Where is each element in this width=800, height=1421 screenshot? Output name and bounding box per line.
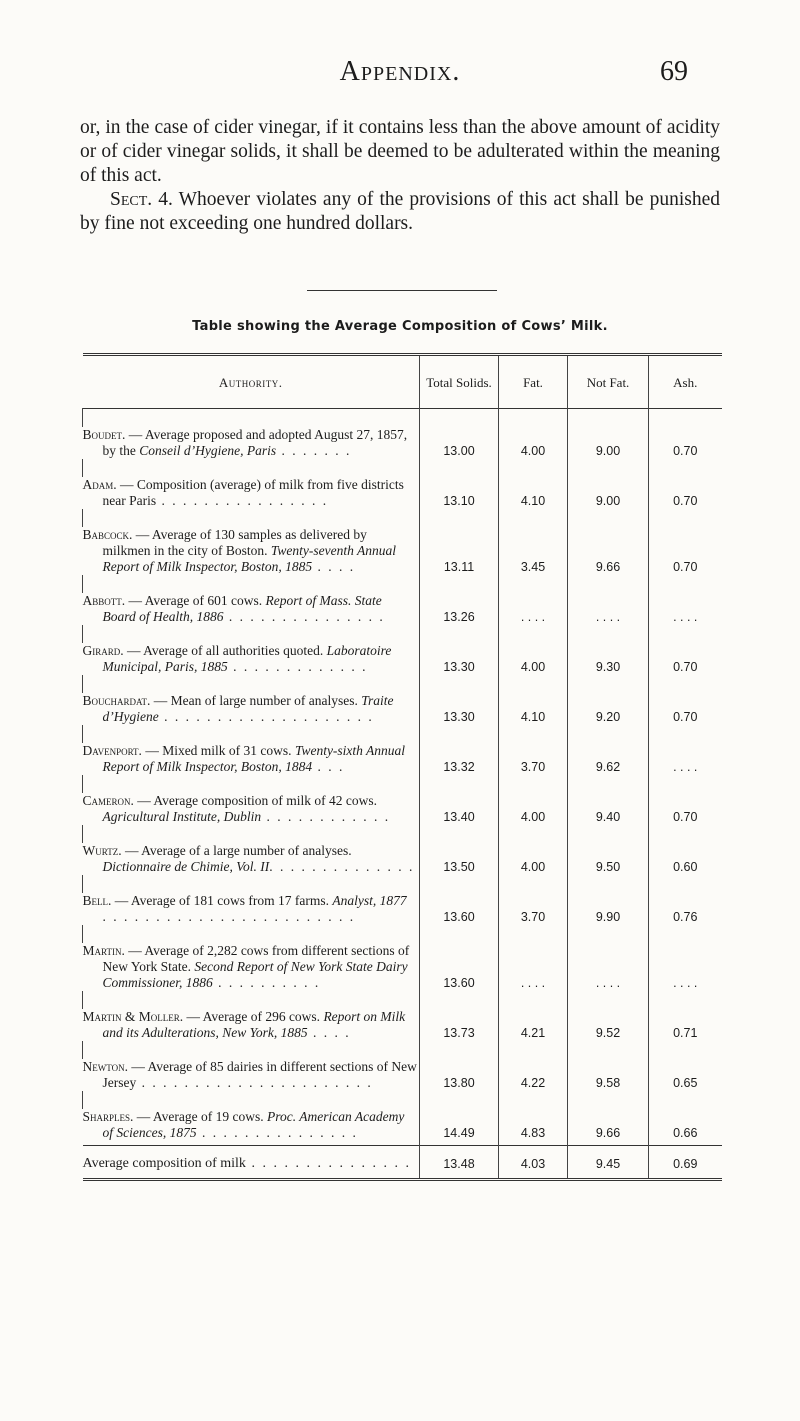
authority-name: Girard. — [82, 643, 124, 658]
spacer-cell — [83, 1091, 420, 1109]
not-fat-cell: . . . . — [568, 943, 649, 991]
dot-leader: . . . . . . . . . . . . . . . . — [156, 493, 329, 508]
fat-cell: 4.10 — [499, 693, 568, 725]
authority-cell — [83, 593, 420, 625]
spacer-cell — [420, 991, 499, 1009]
authority-text — [83, 1109, 418, 1141]
spacer-cell — [499, 509, 568, 527]
spacer-row — [83, 409, 722, 428]
authority-name: Wurtz. — [82, 843, 122, 858]
spacer-row — [83, 575, 722, 593]
authority-reference: Second Report of New York State Dairy Commissioner, 1886 — [102, 959, 408, 990]
ash-cell: 0.66 — [649, 1109, 722, 1146]
dot-leader: . . . . . . . . . . . . . — [227, 659, 368, 674]
not-fat-cell: 9.50 — [568, 843, 649, 875]
fat-cell: 4.00 — [499, 643, 568, 675]
total-solids-cell: 13.30 — [420, 693, 499, 725]
spacer-row — [83, 775, 722, 793]
spacer-cell — [499, 1041, 568, 1059]
spacer-cell — [568, 1041, 649, 1059]
table-row — [83, 1009, 722, 1041]
average-total-solids: 13.48 — [420, 1146, 499, 1180]
dot-leader: . . . . — [312, 559, 356, 574]
table-body — [83, 409, 722, 1146]
authority-description: — Average of 296 cows. — [183, 1009, 324, 1024]
table-row — [83, 643, 722, 675]
table-row — [83, 893, 722, 925]
spacer-cell — [83, 725, 420, 743]
header-fat: Fat. — [499, 355, 568, 409]
dot-leader: . . . . . . . . . . . . . . — [269, 859, 415, 874]
authority-name: Boudet. — [82, 427, 126, 442]
ash-cell: 0.70 — [649, 427, 722, 459]
spacer-cell — [499, 991, 568, 1009]
spacer-cell — [83, 459, 420, 477]
total-solids-cell: 13.80 — [420, 1059, 499, 1091]
authority-cell — [83, 893, 420, 925]
header-ash: Ash. — [649, 355, 722, 409]
spacer-row — [83, 459, 722, 477]
spacer-cell — [420, 409, 499, 428]
spacer-cell — [649, 991, 722, 1009]
spacer-row — [83, 1091, 722, 1109]
spacer-cell — [83, 675, 420, 693]
authority-description: — Average proposed and adopted August 27, 1857, by the — [102, 427, 408, 458]
spacer-cell — [568, 625, 649, 643]
authority-reference: Analyst, 1877 — [332, 893, 407, 908]
spacer-cell — [499, 725, 568, 743]
fat-cell: 4.10 — [499, 477, 568, 509]
table-row — [83, 943, 722, 991]
total-solids-cell: 13.32 — [420, 743, 499, 775]
authority-reference: Dictionnaire de Chimie, Vol. II — [102, 859, 270, 874]
spacer-cell — [83, 509, 420, 527]
authority-description: — Average composition of milk of 42 cows. — [133, 793, 377, 808]
spacer-row — [83, 991, 722, 1009]
page-number: 69 — [660, 56, 688, 87]
authority-name: Sharples. — [82, 1109, 134, 1124]
spacer-cell — [420, 725, 499, 743]
authority-text — [83, 1059, 418, 1091]
spacer-cell — [83, 575, 420, 593]
fat-cell: 4.21 — [499, 1009, 568, 1041]
spacer-row — [83, 675, 722, 693]
spacer-cell — [420, 925, 499, 943]
authority-text — [83, 593, 418, 625]
spacer-cell — [568, 925, 649, 943]
spacer-row — [83, 925, 722, 943]
spacer-cell — [649, 725, 722, 743]
table-row — [83, 477, 722, 509]
spacer-cell — [83, 875, 420, 893]
ash-cell: 0.71 — [649, 1009, 722, 1041]
authority-cell — [83, 477, 420, 509]
spacer-cell — [649, 1091, 722, 1109]
spacer-cell — [420, 509, 499, 527]
fat-cell: 4.00 — [499, 427, 568, 459]
total-solids-cell: 14.49 — [420, 1109, 499, 1146]
authority-name: Bouchardat. — [82, 693, 151, 708]
spacer-cell — [649, 825, 722, 843]
authority-text — [83, 527, 418, 575]
average-label: Average composition of milk — [82, 1156, 246, 1171]
not-fat-cell: 9.40 — [568, 793, 649, 825]
not-fat-cell: 9.62 — [568, 743, 649, 775]
ash-cell: 0.76 — [649, 893, 722, 925]
header-total-solids: Total Solids. — [420, 355, 499, 409]
spacer-cell — [83, 409, 420, 428]
authority-reference: Laboratoire Municipal, Paris, 1885 — [102, 643, 392, 674]
fat-cell: 4.00 — [499, 793, 568, 825]
authority-cell — [83, 1009, 420, 1041]
spacer-cell — [649, 409, 722, 428]
not-fat-cell: 9.20 — [568, 693, 649, 725]
total-solids-cell: 13.00 — [420, 427, 499, 459]
spacer-cell — [420, 1091, 499, 1109]
authority-name: Martin & Moller. — [82, 1009, 184, 1024]
paragraph-section-4 — [80, 188, 720, 236]
dot-leader: . . . . . . . . . . — [212, 975, 321, 990]
dot-leader: . . . . . . . . . . . . . . . — [223, 609, 385, 624]
not-fat-cell: 9.66 — [568, 1109, 649, 1146]
spacer-cell — [499, 925, 568, 943]
spacer-cell — [420, 875, 499, 893]
authority-name: Cameron. — [82, 793, 134, 808]
spacer-cell — [499, 875, 568, 893]
spacer-cell — [649, 459, 722, 477]
dot-leader: . . . . — [307, 1025, 351, 1040]
spacer-cell — [568, 509, 649, 527]
fat-cell: 4.22 — [499, 1059, 568, 1091]
spacer-row — [83, 875, 722, 893]
spacer-cell — [83, 825, 420, 843]
authority-reference: Report on Milk and its Adulterations, New York, 1885 — [102, 1009, 406, 1040]
section-divider — [307, 290, 497, 291]
authority-description: — Composition (average) of milk from five districts near Paris — [102, 477, 404, 508]
spacer-cell — [499, 825, 568, 843]
spacer-cell — [568, 459, 649, 477]
dot-leader: . . . — [312, 759, 345, 774]
running-title: Appendix. — [339, 56, 461, 87]
authority-description: — Mixed milk of 31 cows. — [141, 743, 295, 758]
authority-text — [83, 793, 418, 825]
authority-reference: Twenty-sixth Annual Report of Milk Inspector, Boston, 1884 — [102, 743, 406, 774]
ash-cell: 0.70 — [649, 643, 722, 675]
average-row — [83, 1146, 722, 1180]
table-row — [83, 843, 722, 875]
authority-description: — Average of a large number of analyses. — [121, 843, 352, 858]
authority-reference: Proc. American Academy of Sciences, 1875 — [102, 1109, 405, 1140]
authority-name: Newton. — [82, 1059, 128, 1074]
authority-name: Bell. — [82, 893, 112, 908]
authority-text — [83, 843, 418, 875]
not-fat-cell: 9.58 — [568, 1059, 649, 1091]
table-header — [83, 355, 722, 409]
authority-cell — [83, 843, 420, 875]
spacer-cell — [420, 825, 499, 843]
spacer-cell — [649, 575, 722, 593]
table-row — [83, 693, 722, 725]
spacer-row — [83, 725, 722, 743]
spacer-cell — [420, 675, 499, 693]
spacer-cell — [420, 459, 499, 477]
spacer-cell — [649, 625, 722, 643]
not-fat-cell: 9.52 — [568, 1009, 649, 1041]
spacer-cell — [83, 625, 420, 643]
authority-reference: Report of Mass. State Board of Health, 1886 — [102, 593, 382, 624]
ash-cell: 0.70 — [649, 793, 722, 825]
table-row — [83, 593, 722, 625]
authority-cell — [83, 793, 420, 825]
not-fat-cell: 9.90 — [568, 893, 649, 925]
ash-cell: 0.65 — [649, 1059, 722, 1091]
table-row — [83, 427, 722, 459]
authority-cell — [83, 1059, 420, 1091]
spacer-cell — [83, 925, 420, 943]
authority-text — [83, 893, 418, 925]
dot-leader: . . . . . . . . . . . . . . . . . . . . — [158, 709, 374, 724]
spacer-cell — [499, 409, 568, 428]
average-leader: . . . . . . . . . . . . . . . — [245, 1156, 411, 1171]
table-row — [83, 527, 722, 575]
authority-cell — [83, 743, 420, 775]
total-solids-cell: 13.40 — [420, 793, 499, 825]
dot-leader: . . . . . . . . . . . . — [261, 809, 391, 824]
ash-cell: . . . . — [649, 593, 722, 625]
fat-cell: . . . . — [499, 943, 568, 991]
authority-cell — [83, 527, 420, 575]
authority-cell — [83, 693, 420, 725]
spacer-cell — [568, 409, 649, 428]
table-row — [83, 793, 722, 825]
authority-text — [83, 743, 418, 775]
authority-text — [83, 643, 418, 675]
header-authority: Authority. — [218, 374, 283, 390]
composition-table — [82, 353, 721, 1181]
authority-text — [83, 477, 418, 509]
authority-cell — [83, 1109, 420, 1146]
table-row — [83, 743, 722, 775]
spacer-cell — [420, 775, 499, 793]
dot-leader: . . . . . . . . . . . . . . . — [196, 1125, 358, 1140]
spacer-cell — [649, 875, 722, 893]
authority-name: Martin. — [82, 943, 125, 958]
spacer-cell — [499, 775, 568, 793]
spacer-cell — [83, 1041, 420, 1059]
spacer-cell — [568, 575, 649, 593]
authority-description: — Average of 601 cows. — [125, 593, 266, 608]
fat-cell: 4.00 — [499, 843, 568, 875]
spacer-cell — [420, 1041, 499, 1059]
spacer-cell — [568, 675, 649, 693]
authority-name: Abbott. — [82, 593, 126, 608]
authority-description: — Average of 85 dairies in different sections of New Jersey — [102, 1059, 417, 1090]
authority-reference: Conseil d’Hygiene, Paris — [139, 443, 277, 458]
ash-cell: 0.70 — [649, 693, 722, 725]
fat-cell: 4.83 — [499, 1109, 568, 1146]
spacer-row — [83, 825, 722, 843]
authority-reference: Agricultural Institute, Dublin — [102, 809, 262, 824]
spacer-cell — [83, 775, 420, 793]
authority-text — [83, 427, 418, 459]
authority-text — [83, 1009, 418, 1041]
ash-cell: 0.70 — [649, 527, 722, 575]
ash-cell: . . . . — [649, 743, 722, 775]
spacer-cell — [649, 925, 722, 943]
total-solids-cell: 13.73 — [420, 1009, 499, 1041]
total-solids-cell: 13.50 — [420, 843, 499, 875]
spacer-cell — [649, 675, 722, 693]
authority-text — [83, 693, 418, 725]
table-row — [83, 1059, 722, 1091]
spacer-cell — [83, 991, 420, 1009]
table-title: Table showing the Average Composition of Cows’ Milk. — [192, 319, 608, 334]
authority-cell — [83, 943, 420, 991]
authority-name: Davenport. — [82, 743, 142, 758]
authority-cell — [83, 643, 420, 675]
dot-leader: . . . . . . . . . . . . . . . . . . . . . . . . — [102, 909, 356, 924]
authority-description: — Average of 130 samples as delivered by milkmen in the city of Boston. — [102, 527, 367, 558]
spacer-cell — [420, 625, 499, 643]
dot-leader: . . . . . . . . . . . . . . . . . . . . . . — [136, 1075, 373, 1090]
total-solids-cell: 13.60 — [420, 943, 499, 991]
not-fat-cell: . . . . — [568, 593, 649, 625]
total-solids-cell: 13.10 — [420, 477, 499, 509]
total-solids-cell: 13.26 — [420, 593, 499, 625]
spacer-cell — [499, 625, 568, 643]
total-solids-cell: 13.11 — [420, 527, 499, 575]
total-solids-cell: 13.60 — [420, 893, 499, 925]
spacer-cell — [499, 575, 568, 593]
average-label-cell — [83, 1146, 420, 1180]
authority-reference: Traite d’Hygiene — [102, 693, 394, 724]
spacer-cell — [649, 775, 722, 793]
section-text: Whoever violates any of the provisions of this act shall be punished by fine not exceeding one hundred dollars. — [80, 189, 720, 234]
spacer-cell — [649, 1041, 722, 1059]
page-header — [0, 56, 800, 96]
spacer-row — [83, 1041, 722, 1059]
average-fat: 4.03 — [499, 1146, 568, 1180]
ash-cell: 0.60 — [649, 843, 722, 875]
authority-text — [83, 943, 418, 991]
table-row — [83, 1109, 722, 1146]
section-label: Sect. 4. — [110, 189, 173, 210]
not-fat-cell: 9.66 — [568, 527, 649, 575]
spacer-cell — [499, 675, 568, 693]
authority-description: — Average of all authorities quoted. — [123, 643, 327, 658]
spacer-cell — [420, 575, 499, 593]
fat-cell: 3.45 — [499, 527, 568, 575]
average-ash: 0.69 — [649, 1146, 722, 1180]
fat-cell: . . . . — [499, 593, 568, 625]
average-not-fat: 9.45 — [568, 1146, 649, 1180]
total-solids-cell: 13.30 — [420, 643, 499, 675]
spacer-cell — [568, 1091, 649, 1109]
milk-composition-table — [82, 353, 722, 1181]
body-text — [80, 116, 720, 236]
dot-leader: . . . . . . . — [276, 443, 352, 458]
spacer-cell — [568, 725, 649, 743]
authority-description: — Average of 181 cows from 17 farms. — [111, 893, 333, 908]
not-fat-cell: 9.30 — [568, 643, 649, 675]
spacer-cell — [499, 1091, 568, 1109]
fat-cell: 3.70 — [499, 893, 568, 925]
authority-description: — Mean of large number of analyses. — [150, 693, 362, 708]
fat-cell: 3.70 — [499, 743, 568, 775]
authority-description: — Average of 2,282 cows from different sections of New York State. — [102, 943, 410, 974]
paragraph-continuation: or, in the case of cider vinegar, if it contains less than the above amount of acidity or of cider vinegar solids, it shall be deemed to be adulterated within the meaning of this act. — [80, 117, 720, 186]
authority-name: Babcock. — [82, 527, 133, 542]
spacer-cell — [649, 509, 722, 527]
spacer-cell — [568, 875, 649, 893]
spacer-row — [83, 625, 722, 643]
ash-cell: 0.70 — [649, 477, 722, 509]
header-not-fat: Not Fat. — [568, 355, 649, 409]
spacer-row — [83, 509, 722, 527]
spacer-cell — [568, 825, 649, 843]
spacer-cell — [568, 991, 649, 1009]
ash-cell: . . . . — [649, 943, 722, 991]
authority-name: Adam. — [82, 477, 117, 492]
table-footer — [83, 1146, 722, 1180]
authority-description: — Average of 19 cows. — [133, 1109, 267, 1124]
not-fat-cell: 9.00 — [568, 427, 649, 459]
not-fat-cell: 9.00 — [568, 477, 649, 509]
spacer-cell — [568, 775, 649, 793]
authority-reference: Twenty-seventh Annual Report of Milk Inspector, Boston, 1885 — [102, 543, 396, 574]
authority-cell — [83, 427, 420, 459]
spacer-cell — [499, 459, 568, 477]
